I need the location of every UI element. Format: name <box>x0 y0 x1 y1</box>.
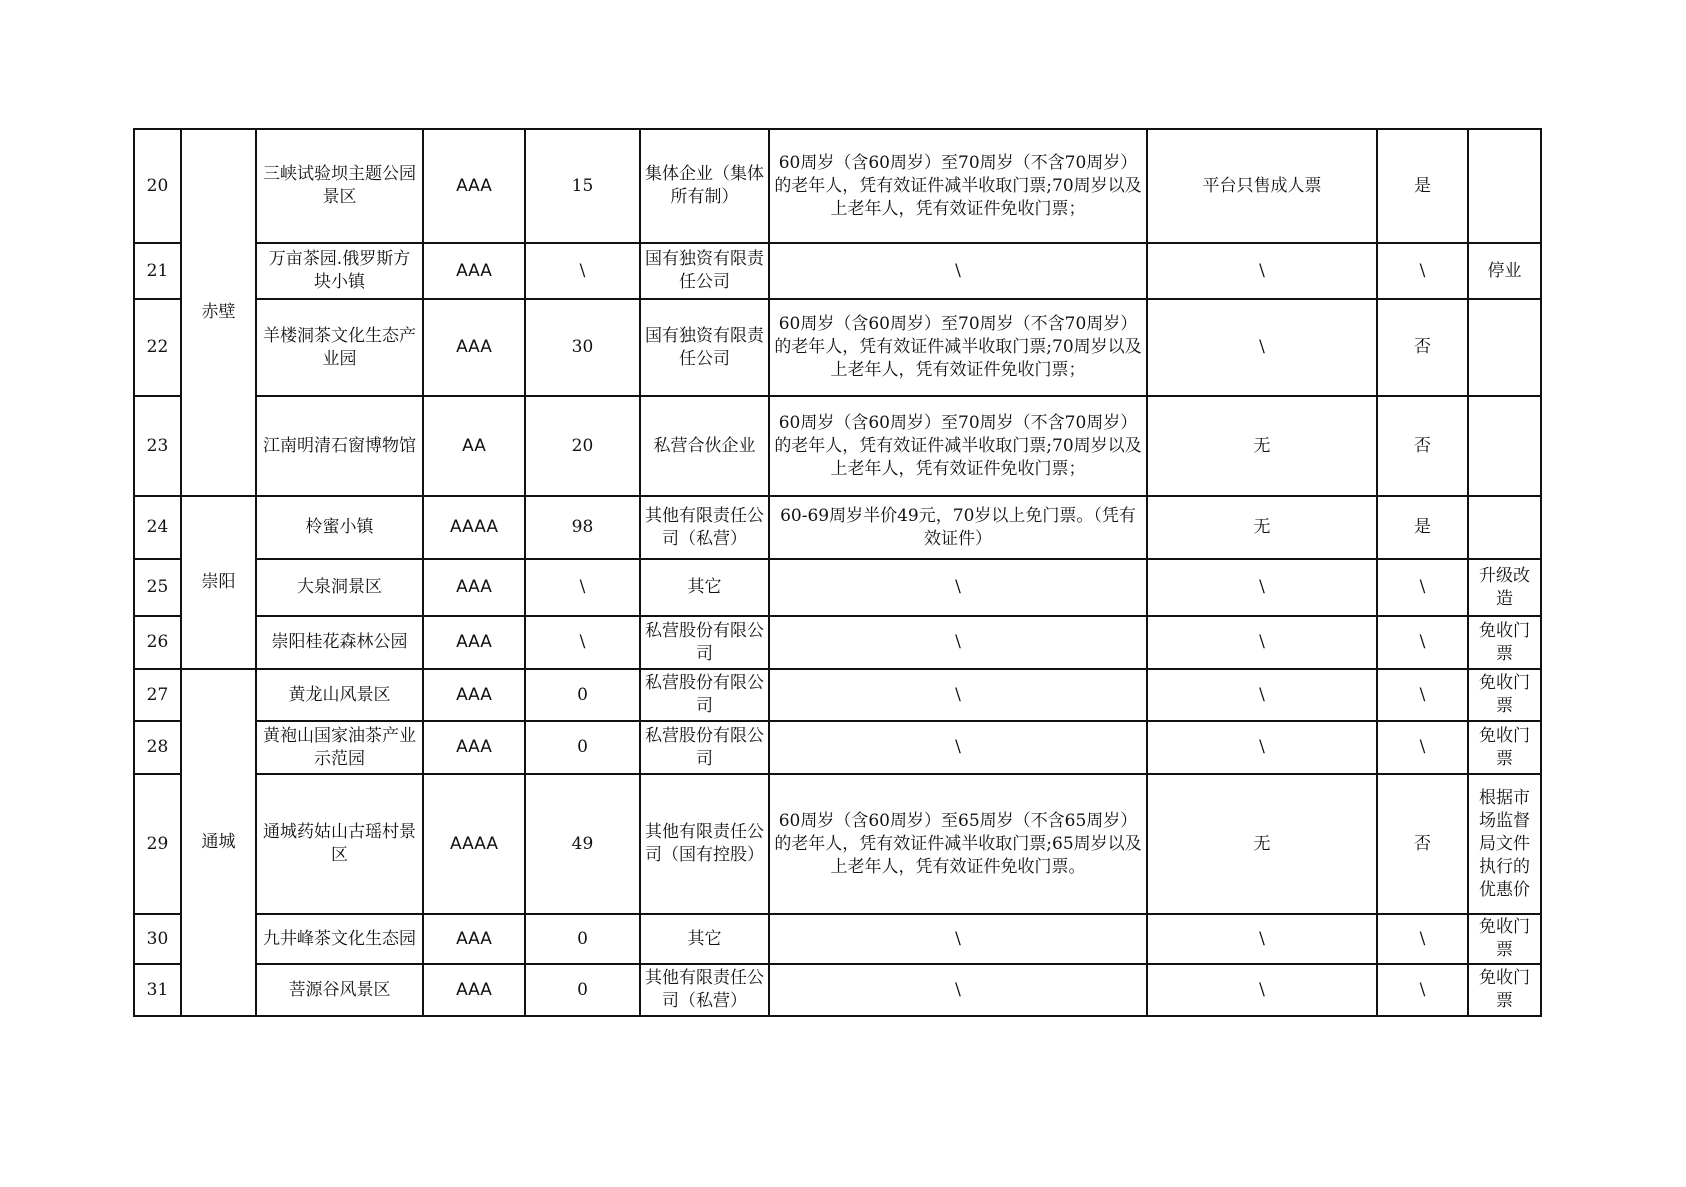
scenic-name: 江南明清石窗博物馆 <box>256 396 423 496</box>
senior-policy: \ <box>769 616 1147 669</box>
scenic-name: 大泉洞景区 <box>256 559 423 616</box>
remark: 停业 <box>1468 243 1541 299</box>
row-number: 23 <box>134 396 181 496</box>
row-number: 24 <box>134 496 181 559</box>
online-ticket-info: \ <box>1147 559 1377 616</box>
table-row <box>134 396 1541 496</box>
yes-no-flag: \ <box>1377 914 1468 964</box>
table-row <box>134 559 1541 616</box>
ticket-price: 49 <box>525 774 640 914</box>
yes-no-flag: 否 <box>1377 774 1468 914</box>
remark: 免收门票 <box>1468 914 1541 964</box>
ownership-type: 其他有限责任公司（国有控股） <box>640 774 769 914</box>
online-ticket-info: \ <box>1147 669 1377 721</box>
table-row <box>134 496 1541 559</box>
ticket-price: 30 <box>525 299 640 396</box>
senior-policy: 60-69周岁半价49元，70岁以上免门票。（凭有效证件） <box>769 496 1147 559</box>
scenic-name: 菩源谷风景区 <box>256 964 423 1016</box>
yes-no-flag: \ <box>1377 964 1468 1016</box>
ownership-type: 其它 <box>640 559 769 616</box>
row-number: 21 <box>134 243 181 299</box>
row-number: 31 <box>134 964 181 1016</box>
ownership-type: 其它 <box>640 914 769 964</box>
ownership-type: 私营合伙企业 <box>640 396 769 496</box>
ownership-type: 国有独资有限责任公司 <box>640 243 769 299</box>
ownership-type: 国有独资有限责任公司 <box>640 299 769 396</box>
scenic-name: 通城药姑山古瑶村景区 <box>256 774 423 914</box>
ticket-price: 0 <box>525 964 640 1016</box>
ticket-price: \ <box>525 559 640 616</box>
scenic-name: 羊楼洞茶文化生态产业园 <box>256 299 423 396</box>
senior-policy: 60周岁（含60周岁）至70周岁（不含70周岁）的老年人，凭有效证件减半收取门票;70周岁以及上老年人，凭有效证件免收门票； <box>769 129 1147 243</box>
senior-policy: \ <box>769 721 1147 774</box>
scenic-name: 三峡试验坝主题公园景区 <box>256 129 423 243</box>
online-ticket-info: 无 <box>1147 496 1377 559</box>
ticket-price: 0 <box>525 669 640 721</box>
remark: 升级改造 <box>1468 559 1541 616</box>
ownership-type: 集体企业（集体所有制） <box>640 129 769 243</box>
table-row <box>134 129 1541 243</box>
senior-policy: 60周岁（含60周岁）至70周岁（不含70周岁）的老年人，凭有效证件减半收取门票;70周岁以及上老年人，凭有效证件免收门票； <box>769 396 1147 496</box>
yes-no-flag: \ <box>1377 721 1468 774</box>
online-ticket-info: \ <box>1147 721 1377 774</box>
scenic-name: 黄袍山国家油茶产业示范园 <box>256 721 423 774</box>
yes-no-flag: \ <box>1377 243 1468 299</box>
ownership-type: 私营股份有限公司 <box>640 616 769 669</box>
row-number: 27 <box>134 669 181 721</box>
rating-level: AAAA <box>423 496 525 559</box>
remark <box>1468 496 1541 559</box>
online-ticket-info: \ <box>1147 299 1377 396</box>
remark: 免收门票 <box>1468 616 1541 669</box>
ticket-price: 98 <box>525 496 640 559</box>
ticket-price: 0 <box>525 914 640 964</box>
online-ticket-info: \ <box>1147 914 1377 964</box>
rating-level: AA <box>423 396 525 496</box>
online-ticket-info: 平台只售成人票 <box>1147 129 1377 243</box>
table-row <box>134 616 1541 669</box>
remark: 免收门票 <box>1468 721 1541 774</box>
senior-policy: 60周岁（含60周岁）至65周岁（不含65周岁）的老年人，凭有效证件减半收取门票;65周岁以及上老年人，凭有效证件免收门票。 <box>769 774 1147 914</box>
yes-no-flag: 是 <box>1377 496 1468 559</box>
senior-policy: \ <box>769 914 1147 964</box>
scenic-name: 柃蜜小镇 <box>256 496 423 559</box>
online-ticket-info: \ <box>1147 616 1377 669</box>
table-row <box>134 243 1541 299</box>
rating-level: AAA <box>423 669 525 721</box>
yes-no-flag: 是 <box>1377 129 1468 243</box>
rating-level: AAA <box>423 243 525 299</box>
senior-policy: \ <box>769 243 1147 299</box>
table-row <box>134 964 1541 1016</box>
table-row <box>134 914 1541 964</box>
rating-level: AAA <box>423 559 525 616</box>
ownership-type: 私营股份有限公司 <box>640 721 769 774</box>
remark <box>1468 299 1541 396</box>
remark <box>1468 129 1541 243</box>
row-number: 30 <box>134 914 181 964</box>
senior-policy: \ <box>769 559 1147 616</box>
scenic-name: 黄龙山风景区 <box>256 669 423 721</box>
scenic-name: 万亩茶园.俄罗斯方块小镇 <box>256 243 423 299</box>
online-ticket-info: 无 <box>1147 774 1377 914</box>
region-cell: 通城 <box>181 669 256 1016</box>
senior-policy: \ <box>769 669 1147 721</box>
remark <box>1468 396 1541 496</box>
region-cell: 赤壁 <box>181 129 256 496</box>
ticket-price: 15 <box>525 129 640 243</box>
yes-no-flag: \ <box>1377 559 1468 616</box>
online-ticket-info: 无 <box>1147 396 1377 496</box>
rating-level: AAA <box>423 721 525 774</box>
scenic-spot-ticket-table <box>133 128 1542 1017</box>
yes-no-flag: \ <box>1377 669 1468 721</box>
row-number: 26 <box>134 616 181 669</box>
yes-no-flag: 否 <box>1377 299 1468 396</box>
ticket-price: 20 <box>525 396 640 496</box>
row-number: 20 <box>134 129 181 243</box>
row-number: 28 <box>134 721 181 774</box>
ownership-type: 其他有限责任公司（私营） <box>640 964 769 1016</box>
rating-level: AAA <box>423 129 525 243</box>
row-number: 29 <box>134 774 181 914</box>
rating-level: AAA <box>423 964 525 1016</box>
rating-level: AAA <box>423 616 525 669</box>
scenic-name: 九井峰茶文化生态园 <box>256 914 423 964</box>
ticket-price: 0 <box>525 721 640 774</box>
remark: 根据市场监督局文件执行的优惠价 <box>1468 774 1541 914</box>
rating-level: AAAA <box>423 774 525 914</box>
remark: 免收门票 <box>1468 669 1541 721</box>
ticket-price: \ <box>525 616 640 669</box>
scenic-name: 崇阳桂花森林公园 <box>256 616 423 669</box>
senior-policy: 60周岁（含60周岁）至70周岁（不含70周岁）的老年人，凭有效证件减半收取门票;70周岁以及上老年人，凭有效证件免收门票； <box>769 299 1147 396</box>
table-row <box>134 721 1541 774</box>
remark: 免收门票 <box>1468 964 1541 1016</box>
rating-level: AAA <box>423 914 525 964</box>
table-row <box>134 669 1541 721</box>
region-cell: 崇阳 <box>181 496 256 669</box>
row-number: 22 <box>134 299 181 396</box>
row-number: 25 <box>134 559 181 616</box>
ownership-type: 私营股份有限公司 <box>640 669 769 721</box>
rating-level: AAA <box>423 299 525 396</box>
table-row <box>134 774 1541 914</box>
senior-policy: \ <box>769 964 1147 1016</box>
yes-no-flag: 否 <box>1377 396 1468 496</box>
table-row <box>134 299 1541 396</box>
online-ticket-info: \ <box>1147 243 1377 299</box>
yes-no-flag: \ <box>1377 616 1468 669</box>
ownership-type: 其他有限责任公司（私营） <box>640 496 769 559</box>
ticket-price: \ <box>525 243 640 299</box>
online-ticket-info: \ <box>1147 964 1377 1016</box>
